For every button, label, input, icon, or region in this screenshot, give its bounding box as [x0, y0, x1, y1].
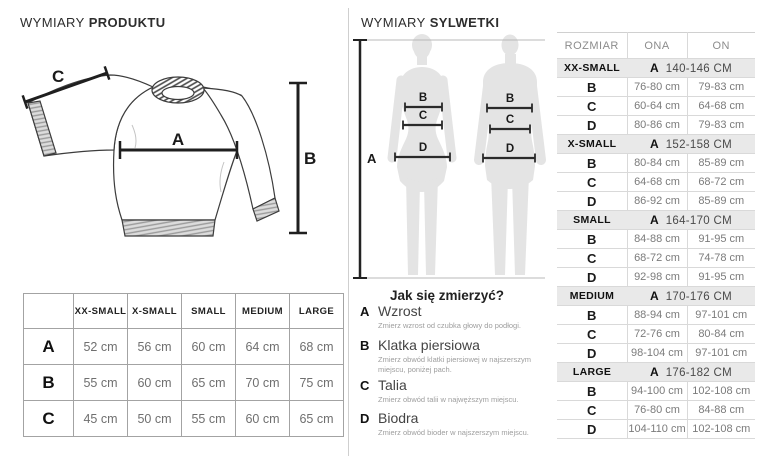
size-value: 65 cm: [182, 365, 236, 401]
size-value: 75 cm: [290, 365, 344, 401]
table-row: C 60-64 cm 64-68 cm: [557, 97, 755, 116]
size-value: 70 cm: [236, 365, 290, 401]
female-silhouette: [392, 34, 452, 275]
height-range: A 164-170 CM: [627, 211, 755, 230]
item-name: Klatka piersiowa: [378, 337, 480, 353]
row-label: C: [24, 401, 74, 437]
label-c: C: [505, 114, 515, 126]
row-label: B: [24, 365, 74, 401]
label-a: A: [367, 151, 377, 166]
body-dimensions-title: [361, 15, 499, 30]
sweater-diagram: [10, 50, 340, 285]
size-value: 45 cm: [74, 401, 128, 437]
label-b: B: [304, 149, 317, 168]
size-group-row: [557, 59, 755, 78]
size-name: XX-SMALL: [557, 59, 627, 78]
height-range: A 152-158 CM: [627, 135, 755, 154]
item-name: Talia: [378, 377, 407, 393]
col-header: XX-SMALL: [74, 294, 128, 329]
item-letter: C: [360, 378, 370, 393]
item-description: Zmierz obwód talii w najwęższym miejscu.: [378, 395, 519, 404]
height-range: A 176-182 CM: [627, 363, 755, 382]
table-row: [24, 365, 344, 401]
table-row: B 80-84 cm 85-89 cm: [557, 154, 755, 173]
table-row: C 68-72 cm 74-78 cm: [557, 249, 755, 268]
col-header-size: ROZMIAR: [557, 33, 627, 59]
product-size-table: [23, 293, 344, 437]
table-row: C 72-76 cm 80-84 cm: [557, 325, 755, 344]
title-word-bold: SYLWETKI: [429, 14, 500, 30]
table-row: C 76-80 cm 84-88 cm: [557, 401, 755, 420]
title-word-regular: WYMIARY: [20, 14, 85, 30]
section-divider: [348, 8, 349, 456]
size-value: 52 cm: [74, 329, 128, 365]
measure-item-hips: [352, 410, 542, 438]
size-group-row: [557, 211, 755, 230]
col-header-him: ON: [687, 33, 755, 59]
item-letter: D: [360, 411, 370, 426]
item-letter: B: [360, 338, 370, 353]
label-c: C: [418, 110, 428, 122]
measure-item-chest: [352, 337, 542, 375]
size-value: 60 cm: [128, 365, 182, 401]
table-header-row: [557, 33, 755, 59]
label-c: C: [52, 67, 65, 86]
size-group-row: [557, 135, 755, 154]
size-group-row: [557, 363, 755, 382]
table-row: B 88-94 cm 97-101 cm: [557, 306, 755, 325]
row-label: A: [24, 329, 74, 365]
table-row: C 64-68 cm 68-72 cm: [557, 173, 755, 192]
label-a: A: [171, 130, 185, 149]
table-row: [24, 401, 344, 437]
item-letter: A: [360, 304, 370, 319]
table-row: [24, 329, 344, 365]
height-range: A 170-176 CM: [627, 287, 755, 306]
size-group-row: [557, 287, 755, 306]
size-name: MEDIUM: [557, 287, 627, 306]
size-value: 55 cm: [182, 401, 236, 437]
table-row: B 94-100 cm 102-108 cm: [557, 382, 755, 401]
col-header-her: ONA: [627, 33, 687, 59]
item-description: Zmierz obwód bioder w najszerszym miejscu.: [378, 428, 529, 437]
table-header-row: [24, 294, 344, 329]
size-value: 50 cm: [128, 401, 182, 437]
size-value: 64 cm: [236, 329, 290, 365]
col-header: SMALL: [182, 294, 236, 329]
measure-item-waist: [352, 377, 542, 405]
product-dimensions-title: [20, 15, 166, 30]
table-row: D 104-110 cm 102-108 cm: [557, 420, 755, 439]
sweater-outline: [28, 75, 279, 236]
item-description: Zmierz wzrost od czubka głowy do podłogi.: [378, 321, 521, 330]
size-value: 65 cm: [290, 401, 344, 437]
table-row: D 80-86 cm 79-83 cm: [557, 116, 755, 135]
title-word-bold: PRODUKTU: [88, 14, 166, 30]
label-d: D: [505, 143, 515, 155]
title-word-regular: WYMIARY: [361, 14, 426, 30]
body-silhouettes-diagram: [350, 30, 550, 290]
col-header: LARGE: [290, 294, 344, 329]
label-b: B: [505, 93, 515, 105]
col-header: X-SMALL: [128, 294, 182, 329]
height-measure: [353, 40, 367, 278]
corner-cell: [24, 294, 74, 329]
label-d: D: [418, 142, 428, 154]
body-size-table: [557, 32, 755, 439]
table-row: B 84-88 cm 91-95 cm: [557, 230, 755, 249]
size-name: SMALL: [557, 211, 627, 230]
table-row: D 86-92 cm 85-89 cm: [557, 192, 755, 211]
size-name: X-SMALL: [557, 135, 627, 154]
table-row: D 92-98 cm 91-95 cm: [557, 268, 755, 287]
sweater-hem: [122, 220, 215, 236]
table-row: B 76-80 cm 79-83 cm: [557, 78, 755, 97]
table-row: D 98-104 cm 97-101 cm: [557, 344, 755, 363]
label-b: B: [418, 92, 428, 104]
col-header: MEDIUM: [236, 294, 290, 329]
measure-item-height: [352, 303, 542, 331]
item-name: Biodra: [378, 410, 419, 426]
height-range: A 140-146 CM: [627, 59, 755, 78]
size-value: 55 cm: [74, 365, 128, 401]
size-value: 60 cm: [182, 329, 236, 365]
item-description: Zmierz obwód klatki piersiowej w najszerszym miejscu, poniżej pach.: [378, 355, 531, 375]
size-value: 60 cm: [236, 401, 290, 437]
how-to-measure: [352, 288, 542, 437]
how-to-heading: Jak się zmierzyć?: [389, 288, 505, 303]
size-value: 56 cm: [128, 329, 182, 365]
size-name: LARGE: [557, 363, 627, 382]
size-value: 68 cm: [290, 329, 344, 365]
item-name: Wzrost: [378, 303, 422, 319]
